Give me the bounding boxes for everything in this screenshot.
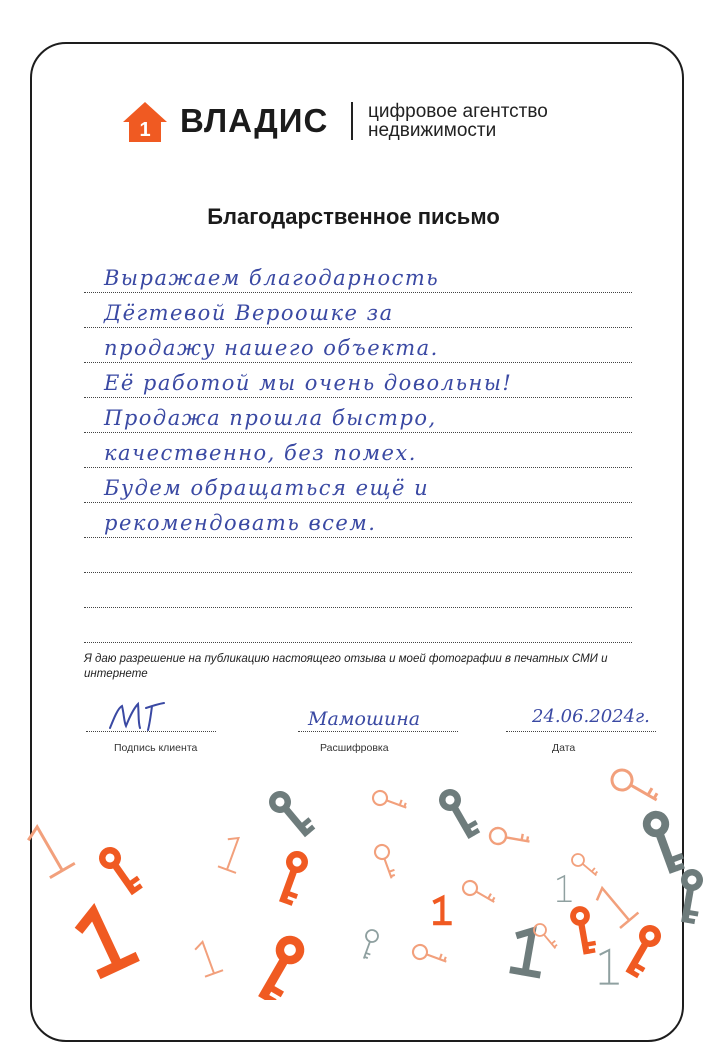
key-icon	[619, 921, 666, 979]
key-icon	[272, 848, 312, 907]
letter-line	[84, 398, 632, 433]
handwritten-text: рекомендовать всем.	[104, 511, 377, 535]
house-logo-icon	[122, 100, 168, 144]
digit-one-outline-icon	[557, 876, 571, 901]
digit-one-outline-icon	[25, 820, 75, 878]
handwritten-text: Её работой мы очень довольны!	[104, 371, 513, 395]
letter-line	[84, 573, 632, 608]
key-outline-icon	[532, 922, 560, 953]
digit-one-outline-icon	[600, 950, 619, 984]
date-line	[506, 731, 656, 732]
key-outline-icon	[358, 928, 380, 960]
key-outline-icon	[371, 789, 409, 814]
key-icon	[95, 842, 145, 899]
client-signature-scribble	[106, 700, 176, 732]
letter-line	[84, 293, 632, 328]
digit-one-outline-icon	[218, 835, 248, 873]
key-outline-icon	[570, 852, 601, 880]
page-title: Благодарственное письмо	[207, 204, 500, 229]
key-outline-icon	[489, 827, 531, 850]
letter-line	[84, 328, 632, 363]
digit-one-icon	[435, 898, 449, 923]
digit-one-outline-icon	[593, 880, 638, 928]
handwritten-text: Продажа прошла быстро,	[104, 406, 437, 430]
date-label: Дата	[552, 742, 576, 754]
key-icon	[250, 930, 311, 1000]
letter-line	[84, 468, 632, 503]
client-signature-label: Подпись клиента	[114, 742, 198, 754]
brand-tagline	[368, 102, 548, 140]
logo-divider	[351, 102, 353, 140]
decoding-label: Расшифровка	[320, 742, 389, 754]
digit-one-icon	[78, 905, 133, 972]
letter-line	[84, 608, 632, 643]
key-icon	[569, 904, 598, 955]
key-outline-icon	[460, 878, 497, 908]
handwritten-text: Дёгтевой Вероошке за	[104, 301, 394, 325]
signature-line	[86, 731, 216, 732]
handwritten-letter	[84, 258, 632, 643]
handwritten-text: качественно, без помех.	[104, 441, 417, 465]
letter-line	[84, 258, 632, 293]
tagline-line2: недвижимости	[368, 120, 497, 141]
key-icon	[435, 784, 482, 842]
consent-text: Я даю разрешение на публикацию настоящего отзыва и моей фотографии в печатных СМИ и интернете	[84, 653, 608, 680]
letter-line	[84, 363, 632, 398]
digit-one-outline-icon	[194, 939, 224, 977]
handwritten-text: Будем обращаться ещё и	[104, 476, 430, 500]
brand-name: ВЛАДИС	[180, 102, 329, 139]
key-outline-icon	[411, 943, 449, 968]
key-icon	[639, 807, 687, 877]
logo-digit: 1	[139, 119, 151, 141]
letter-line	[84, 538, 632, 573]
key-outline-icon	[608, 766, 661, 808]
key-icon	[674, 867, 706, 924]
letter-line	[84, 503, 632, 538]
handwritten-text: продажу нашего объекта.	[104, 336, 439, 360]
handwritten-text: Выражаем благодарность	[104, 266, 440, 290]
key-icon	[265, 786, 317, 842]
decorative-keys-pattern	[0, 740, 707, 1000]
tagline-line1: цифровое агентство	[368, 101, 548, 122]
letter-line	[84, 433, 632, 468]
key-outline-icon	[373, 843, 398, 881]
decoding-line	[298, 731, 458, 732]
